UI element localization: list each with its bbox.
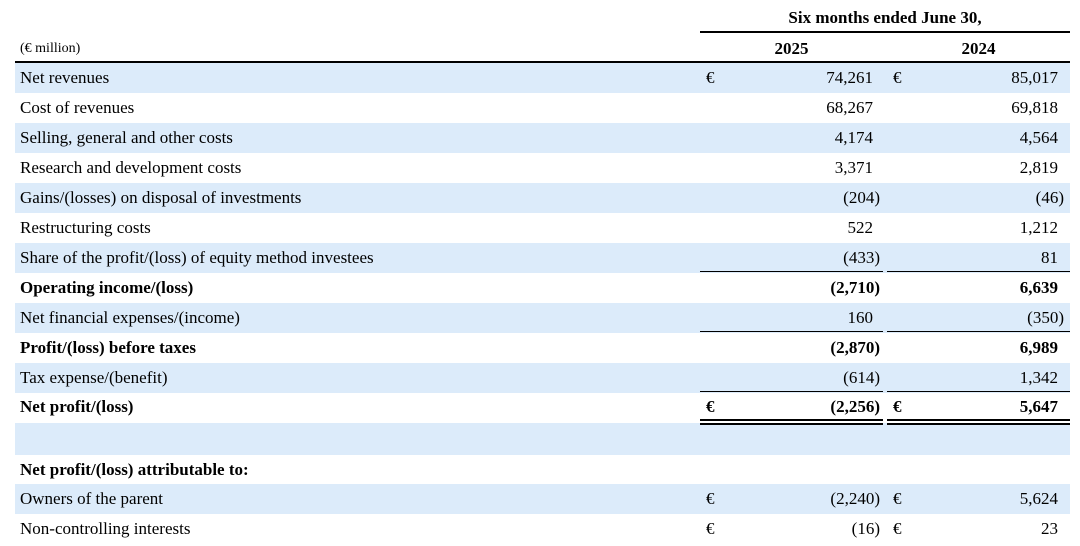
table-row bbox=[15, 514, 1070, 544]
value-2025: (2,710) bbox=[830, 278, 880, 297]
currency-symbol-2025: € bbox=[706, 489, 715, 508]
table-row bbox=[15, 243, 1070, 273]
rule-above-net-profit-2024 bbox=[887, 391, 1070, 392]
double-rule-top-2025 bbox=[700, 419, 883, 421]
value-2025: 160 bbox=[847, 308, 873, 327]
value-2024: (46) bbox=[1035, 188, 1064, 207]
period-title: Six months ended June 30, bbox=[788, 8, 982, 27]
value-2025: 68,267 bbox=[826, 98, 873, 117]
value-2024: 85,017 bbox=[1011, 68, 1058, 87]
table-row bbox=[15, 363, 1070, 393]
value-2025: 74,261 bbox=[826, 68, 873, 87]
value-2024: 5,647 bbox=[1019, 397, 1058, 416]
row-label: Profit/(loss) before taxes bbox=[20, 338, 196, 357]
value-2025: (2,240) bbox=[830, 489, 880, 508]
value-2024: 2,819 bbox=[1019, 158, 1058, 177]
rule-above-profit-before-taxes-2024 bbox=[887, 331, 1070, 332]
rule-above-net-profit-2025 bbox=[700, 391, 883, 392]
column-header-2024: 2024 bbox=[961, 39, 996, 58]
row-label: Share of the profit/(loss) of equity method investees bbox=[20, 248, 374, 267]
currency-symbol-2024: € bbox=[893, 519, 902, 538]
currency-symbol-2024: € bbox=[893, 397, 902, 416]
row-label: Research and development costs bbox=[20, 158, 242, 177]
table-row bbox=[15, 213, 1070, 243]
row-label: Operating income/(loss) bbox=[20, 278, 194, 297]
value-2025: (16) bbox=[851, 519, 880, 538]
row-label: Owners of the parent bbox=[20, 489, 164, 508]
value-2024: 5,624 bbox=[1019, 489, 1058, 508]
table-row bbox=[15, 393, 1070, 421]
unit-label: (€ million) bbox=[20, 41, 81, 56]
value-2024: 4,564 bbox=[1019, 128, 1058, 147]
currency-symbol-2025: € bbox=[706, 68, 715, 87]
row-label: Non-controlling interests bbox=[20, 519, 191, 538]
row-label: Net financial expenses/(income) bbox=[20, 308, 240, 327]
table-row bbox=[15, 63, 1070, 93]
table-row bbox=[15, 423, 1070, 455]
value-2025: 4,174 bbox=[834, 128, 873, 147]
table-row bbox=[15, 183, 1070, 213]
value-2025: (2,870) bbox=[830, 338, 880, 357]
value-2024: 69,818 bbox=[1011, 98, 1058, 117]
period-title-rule bbox=[700, 31, 1070, 33]
value-2024: 23 bbox=[1041, 519, 1058, 538]
table-row bbox=[15, 123, 1070, 153]
value-2024: (350) bbox=[1027, 308, 1064, 327]
double-rule-top-2024 bbox=[887, 419, 1070, 421]
table-row bbox=[15, 455, 1070, 484]
column-header-2025: 2025 bbox=[774, 39, 809, 58]
row-label: Net profit/(loss) bbox=[20, 397, 134, 416]
table-row bbox=[15, 93, 1070, 123]
table-row bbox=[15, 333, 1070, 363]
table-row bbox=[15, 273, 1070, 303]
value-2024: 1,212 bbox=[1019, 218, 1058, 237]
row-label: Net revenues bbox=[20, 68, 110, 87]
row-label: Restructuring costs bbox=[20, 218, 151, 237]
rule-above-operating-income-2025 bbox=[700, 271, 883, 272]
value-2025: 522 bbox=[847, 218, 873, 237]
row-label: Selling, general and other costs bbox=[20, 128, 233, 147]
currency-symbol-2024: € bbox=[893, 489, 902, 508]
row-label: Net profit/(loss) attributable to: bbox=[20, 460, 249, 479]
value-2024: 6,639 bbox=[1019, 278, 1058, 297]
row-label: Gains/(losses) on disposal of investments bbox=[20, 188, 302, 207]
table-row bbox=[15, 484, 1070, 514]
currency-symbol-2024: € bbox=[893, 68, 902, 87]
row-label: Cost of revenues bbox=[20, 98, 135, 117]
value-2025: (433) bbox=[843, 248, 880, 267]
rule-above-operating-income-2024 bbox=[887, 271, 1070, 272]
double-rule-bottom-2025 bbox=[700, 423, 883, 425]
currency-symbol-2025: € bbox=[706, 397, 715, 416]
double-rule-bottom-2024 bbox=[887, 423, 1070, 425]
value-2024: 1,342 bbox=[1019, 368, 1058, 387]
value-2025: (204) bbox=[843, 188, 880, 207]
table-row bbox=[15, 303, 1070, 333]
row-label: Tax expense/(benefit) bbox=[20, 368, 168, 387]
table-row bbox=[15, 153, 1070, 183]
value-2025: 3,371 bbox=[834, 158, 873, 177]
value-2025: (614) bbox=[843, 368, 880, 387]
value-2024: 81 bbox=[1041, 248, 1058, 267]
currency-symbol-2025: € bbox=[706, 519, 715, 538]
value-2024: 6,989 bbox=[1019, 338, 1058, 357]
rule-above-profit-before-taxes-2025 bbox=[700, 331, 883, 332]
value-2025: (2,256) bbox=[830, 397, 880, 416]
